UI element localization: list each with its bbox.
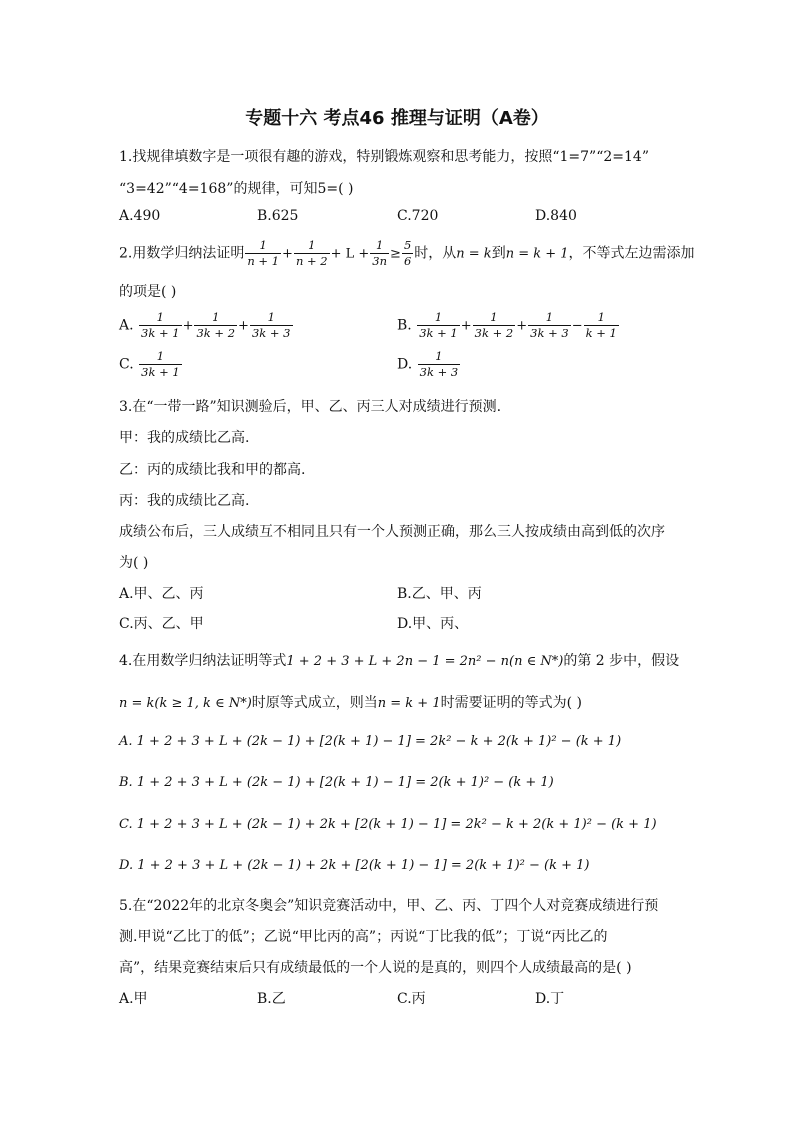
q4-equation: 1 + 2 + 3 + L + 2n − 1 = 2n² − n(n ∈ N*) <box>286 654 564 669</box>
q2-line2: 的项是( ) <box>119 284 177 300</box>
q2-option-a[interactable]: A. $\frac{1}{3k + 1}$ + $\frac{1}{3k + 2}$ + $\frac{1}{3k + 3}$ <box>119 310 291 340</box>
q1-option-a[interactable]: A.490 <box>119 208 161 224</box>
q5-option-b[interactable]: B.乙 <box>257 991 286 1007</box>
q2-option-b[interactable]: B. $\frac{1}{3k + 1}$ + $\frac{1}{3k + 2}$ + $\frac{1}{3k + 3}$ − $\frac{1}{k + 1}$ <box>397 310 617 340</box>
q4-option-b[interactable]: B. 1 + 2 + 3 + L + (2k − 1) + [2(k + 1) − 1] = 2(k + 1)² − (k + 1) <box>119 775 554 790</box>
q2-mid2: 到 <box>491 245 506 262</box>
q3-option-b[interactable]: B.乙、甲、丙 <box>397 586 482 602</box>
q5-option-a[interactable]: A.甲 <box>119 991 148 1007</box>
q4-assumption: n = k(k ≥ 1, k ∈ N*) <box>119 696 252 711</box>
q2-fraction-1: $\frac{1}{n + 1}$ <box>247 238 280 268</box>
q3-option-a[interactable]: A.甲、乙、丙 <box>119 586 204 602</box>
q1-line2: “3=42”“4=168”的规律，可知5=( ) <box>119 181 354 197</box>
q2-tail: ，不等式左边需添加 <box>568 245 695 262</box>
q5-option-c[interactable]: C.丙 <box>397 991 426 1007</box>
q2-option-d[interactable]: D. $\frac{1}{3k + 3}$ <box>397 349 459 379</box>
q3-option-d[interactable]: D.甲、丙、 <box>397 616 469 632</box>
q5-line1: 5.在“2022年的北京冬奥会”知识竞赛活动中，甲、乙、丙、丁四个人对竞赛成绩进行预 <box>119 898 659 914</box>
q2-fraction-2: $\frac{1}{n + 2}$ <box>295 238 328 268</box>
q2-prefix: 2.用数学归纳法证明 <box>119 245 245 262</box>
q4-line1: 4.在用数学归纳法证明等式1 + 2 + 3 + L + 2n − 1 = 2n² − n(n ∈ N*)的第 2 步中，假设 <box>119 653 680 669</box>
q4-line2: n = k(k ≥ 1, k ∈ N*)时原等式成立，则当n = k + 1时需要证明的等式为( ) <box>119 695 582 711</box>
q2-fraction-3: $\frac{1}{3n}$ <box>372 238 388 268</box>
q2-math-1: n = k <box>456 246 492 262</box>
q4-option-c[interactable]: C. 1 + 2 + 3 + L + (2k − 1) + 2k + [2(k + 1) − 1] = 2k² − k + 2(k + 1)² − (k + 1) <box>119 817 657 832</box>
q2-option-c[interactable]: C. $\frac{1}{3k + 1}$ <box>119 349 180 379</box>
page-title: 专题十六 考点46 推理与证明（A卷） <box>245 108 549 129</box>
q2-line1: 2.用数学归纳法证明 $\frac{1}{n + 1}$ + $\frac{1}{n + 2}$ + L + $\frac{1}{3n}$ ≥ $\frac{5}{6}$ 时，从n = k到n = k + 1，不等式左边需添加 <box>119 238 695 268</box>
q3-line1: 3.在“一带一路”知识测验后，甲、乙、丙三人对成绩进行预测. <box>119 399 502 415</box>
q1-option-c[interactable]: C.720 <box>397 208 439 224</box>
q3-option-c[interactable]: C.丙、乙、甲 <box>119 616 204 632</box>
q5-option-d[interactable]: D.丁 <box>535 991 565 1007</box>
q3-line2: 甲：我的成绩比乙高. <box>119 430 250 446</box>
q1-option-b[interactable]: B.625 <box>257 208 299 224</box>
q3-line6: 为( ) <box>119 555 149 571</box>
q5-line2: 测.甲说“乙比丁的低”；乙说“甲比丙的高”；丙说“丁比我的低”；丁说“丙比乙的 <box>119 929 608 945</box>
q3-line3: 乙：丙的成绩比我和甲的都高. <box>119 462 306 478</box>
q2-dots: + L + <box>330 246 370 262</box>
q1-line1: 1.找规律填数字是一项很有趣的游戏，特别锻炼观察和思考能力，按照“1=7”“2=14” <box>119 149 649 165</box>
q2-ge: ≥ <box>390 246 401 262</box>
q2-fraction-4: $\frac{5}{6}$ <box>403 238 412 268</box>
q2-mid1: 时，从 <box>414 245 457 262</box>
q2-math-2: n = k + 1 <box>505 246 569 262</box>
q3-line4: 丙：我的成绩比乙高. <box>119 493 250 509</box>
q4-option-d[interactable]: D. 1 + 2 + 3 + L + (2k − 1) + 2k + [2(k + 1) − 1] = 2(k + 1)² − (k + 1) <box>119 858 590 873</box>
q3-line5: 成绩公布后，三人成绩互不相同且只有一个人预测正确，那么三人按成绩由高到低的次序 <box>119 524 665 540</box>
q4-option-a[interactable]: A. 1 + 2 + 3 + L + (2k − 1) + [2(k + 1) − 1] = 2k² − k + 2(k + 1)² − (k + 1) <box>119 734 622 749</box>
q5-line3: 高”，结果竞赛结束后只有成绩最低的一个人说的是真的，则四个人成绩最高的是( ) <box>119 960 632 976</box>
q1-option-d[interactable]: D.840 <box>535 208 577 224</box>
